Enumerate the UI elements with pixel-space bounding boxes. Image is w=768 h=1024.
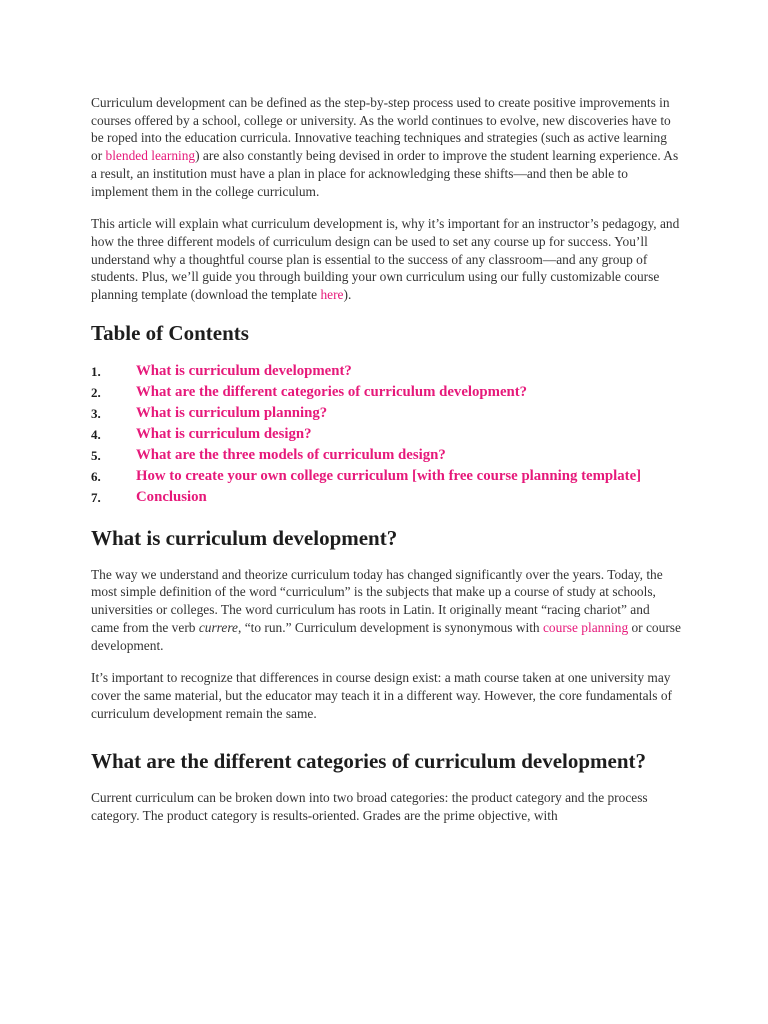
toc-item-number: 6. bbox=[91, 468, 101, 484]
toc-item-number: 5. bbox=[91, 447, 101, 463]
table-of-contents bbox=[91, 361, 681, 508]
intro-paragraph-1 bbox=[91, 94, 681, 200]
section1-paragraph-2: It’s important to recognize that differences in course design exist: a math course taken at one university may cover the same material, but the educator may teach it in a different way. However, the core fundamentals of curriculum development remain the same. bbox=[91, 670, 672, 721]
toc-item[interactable] bbox=[91, 403, 681, 424]
intro-paragraph-2 bbox=[91, 215, 681, 304]
section-text: The way we understand and theorize curriculum today has changed significantly over the years. Today, the most simple definition of the word “curriculum” is the subjects that make up a course of study at schools, universities or colleges. The word curriculum has roots in Latin. It originally meant “racing chariot” and came from the verb bbox=[91, 566, 663, 635]
toc-link[interactable]: What is curriculum planning? bbox=[136, 404, 328, 421]
blended-learning-link[interactable]: blended learning bbox=[105, 148, 196, 164]
toc-link[interactable]: What are the three models of curriculum design? bbox=[136, 446, 446, 463]
toc-item[interactable] bbox=[91, 382, 681, 403]
toc-item-number: 1. bbox=[91, 363, 101, 379]
intro-text: This article will explain what curriculum development is, why it’s important for an instructor’s pedagogy, and how the three different models of curriculum design can be used to set any course up for success. You’ll understand why a thoughtful course plan is essential to the success of any classroom—and any group of students. Plus, we’ll guide you through building your own curriculum using our fully customizable course planning template (download the template bbox=[91, 216, 680, 303]
toc-item[interactable] bbox=[91, 466, 681, 487]
section-text: , “to run.” Curriculum development is synonymous with bbox=[238, 619, 543, 635]
toc-item-number: 7. bbox=[91, 489, 101, 505]
toc-item-number: 4. bbox=[91, 426, 101, 442]
toc-link[interactable]: What is curriculum development? bbox=[136, 362, 352, 379]
toc-link[interactable]: What is curriculum design? bbox=[136, 425, 312, 442]
course-planning-link[interactable]: course planning bbox=[542, 619, 629, 635]
toc-item-number: 3. bbox=[91, 405, 101, 421]
toc-link[interactable]: How to create your own college curriculum [with free course planning template] bbox=[136, 467, 642, 484]
toc-item[interactable] bbox=[91, 487, 681, 508]
toc-link[interactable]: What are the different categories of curriculum development? bbox=[136, 383, 528, 400]
latin-term: currere bbox=[198, 619, 238, 635]
section-heading-curriculum-development: What is curriculum development? bbox=[91, 525, 398, 550]
section2-paragraph-1: Current curriculum can be broken down into two broad categories: the product category and the process category. The product category is results-oriented. Grades are the prime objective, with bbox=[91, 790, 648, 824]
template-download-link[interactable]: here bbox=[320, 287, 344, 303]
toc-link[interactable]: Conclusion bbox=[136, 488, 207, 505]
toc-item-number: 2. bbox=[91, 384, 101, 400]
toc-heading: Table of Contents bbox=[91, 320, 249, 345]
intro-text: ) are also constantly being devised in order to improve the student learning experience. As a result, an institution must have a plan in place for acknowledging these shifts—and then be able to implement them in the college curriculum. bbox=[91, 148, 679, 199]
section-text: or course development. bbox=[91, 619, 681, 653]
section1-paragraph-1 bbox=[91, 566, 681, 655]
article-body bbox=[91, 94, 681, 840]
section-heading-categories: What are the different categories of curriculum development? bbox=[91, 749, 647, 774]
toc-item[interactable] bbox=[91, 424, 681, 445]
intro-text: Curriculum development can be defined as the step-by-step process used to create positive improvements in courses offered by a school, college or university. As the world continues to evolve, new discoveries have to be roped into the education curricula. Innovative teaching techniques and strategies (such as active learning or bbox=[91, 95, 671, 164]
toc-item[interactable] bbox=[91, 445, 681, 466]
toc-item[interactable] bbox=[91, 361, 681, 382]
intro-text: ). bbox=[343, 287, 352, 303]
